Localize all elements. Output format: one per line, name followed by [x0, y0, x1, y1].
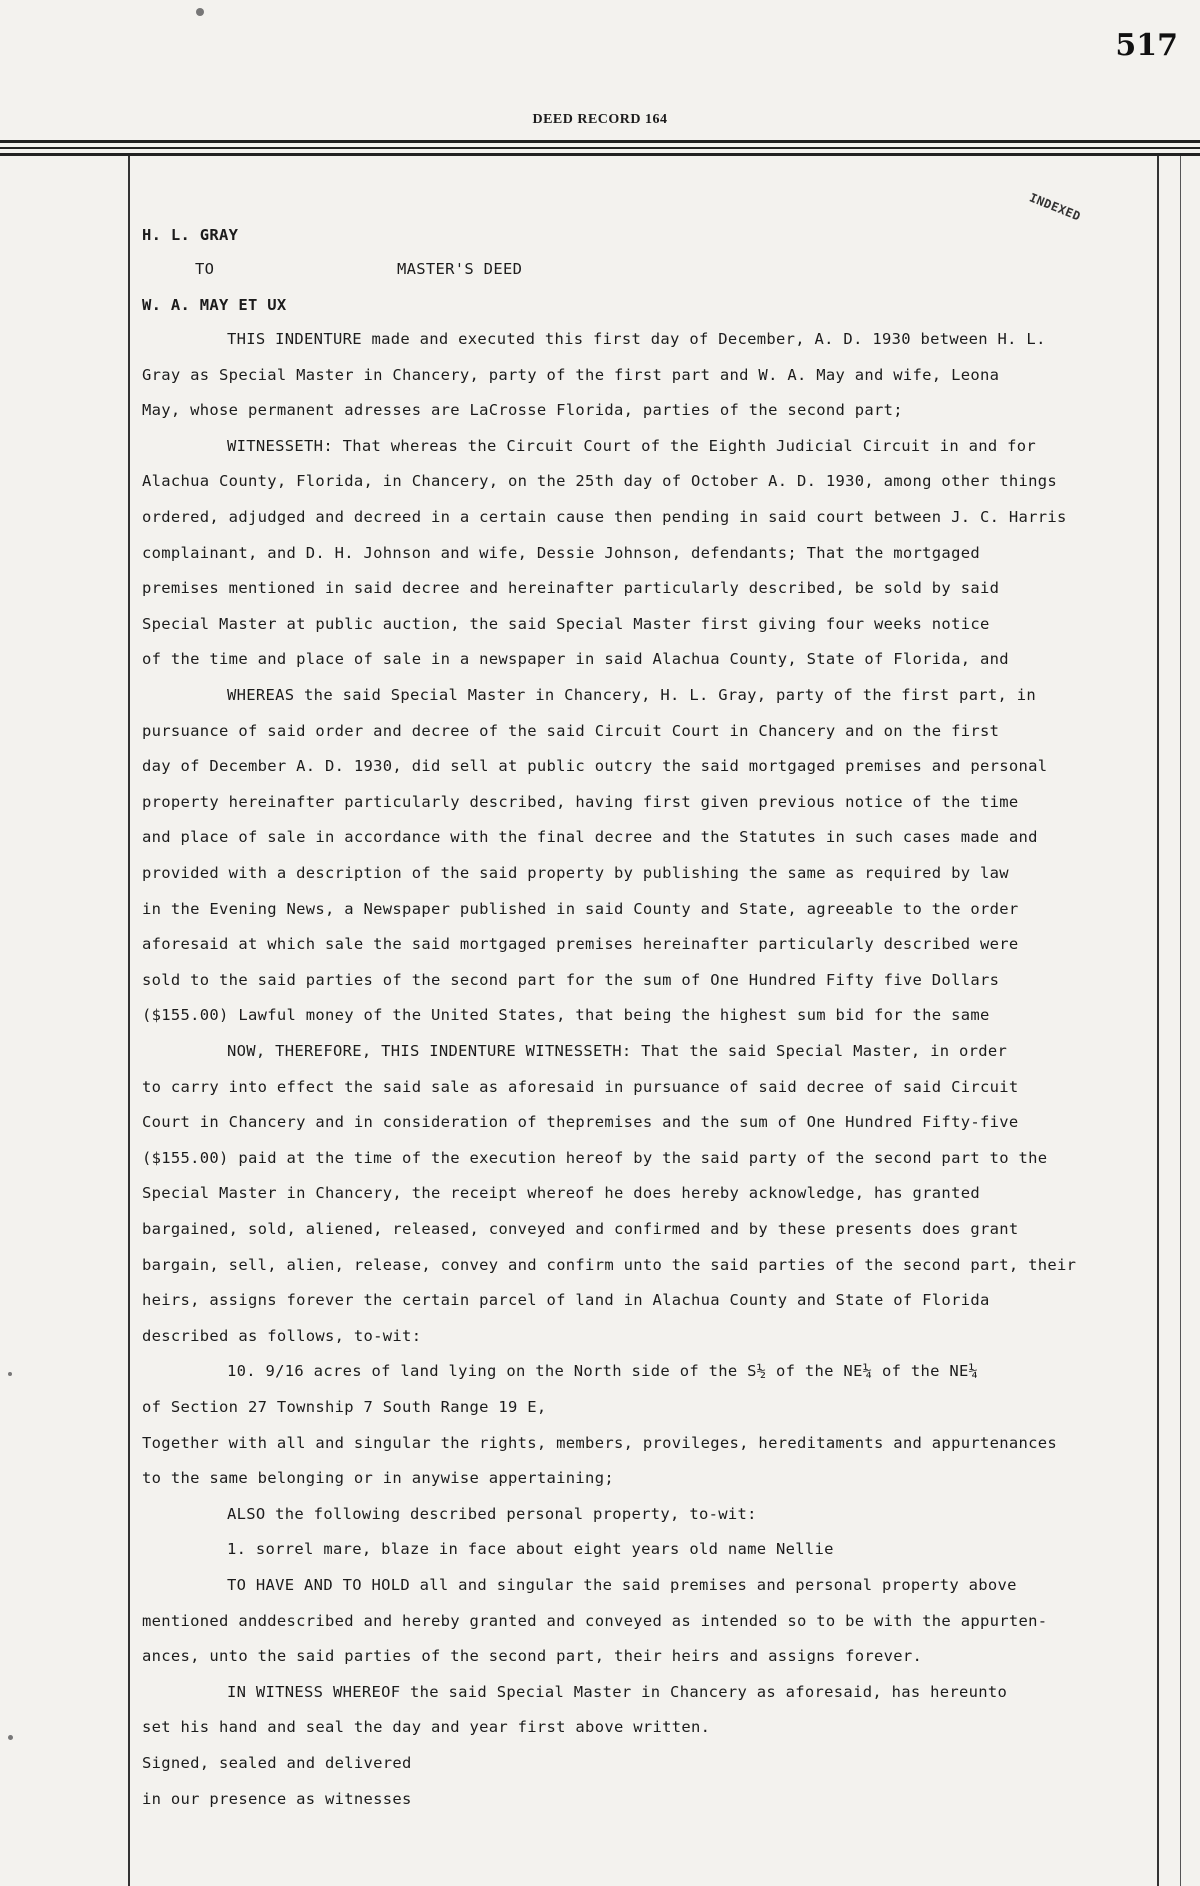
grantee-name: W. A. MAY ET UX [142, 296, 287, 314]
deed-text-line: heirs, assigns forever the certain parcel of land in Alachua County and State of Florida [142, 1291, 990, 1309]
deed-text-line: Alachua County, Florida, in Chancery, on the 25th day of October A. D. 1930, among other things [142, 472, 1058, 490]
header-rule-bottom [0, 153, 1200, 156]
deed-text-line: ALSO the following described personal property, to-wit: [227, 1505, 757, 1523]
deed-text-line: WITNESSETH: That whereas the Circuit Court of the Eighth Judicial Circuit in and for [227, 437, 1037, 455]
deed-text-line: to carry into effect the said sale as aforesaid in pursuance of said decree of said Circuit [142, 1078, 1019, 1096]
right-margin-rule [1157, 156, 1159, 1886]
page-number: 517 [1115, 28, 1178, 63]
deed-text-line: Gray as Special Master in Chancery, party of the first part and W. A. May and wife, Leona [142, 366, 1000, 384]
deed-text-line: in the Evening News, a Newspaper published in said County and State, agreeable to the order [142, 900, 1019, 918]
deed-text-line: TO HAVE AND TO HOLD all and singular the said premises and personal property above [227, 1576, 1017, 1594]
deed-text-line: Signed, sealed and delivered [142, 1754, 412, 1772]
deed-text-line: Special Master in Chancery, the receipt whereof he does hereby acknowledge, has granted [142, 1184, 980, 1202]
deed-text-line: in our presence as witnesses [142, 1790, 412, 1808]
deed-text-line: and place of sale in accordance with the final decree and the Statutes in such cases made and [142, 828, 1038, 846]
deed-text-line: IN WITNESS WHEREOF the said Special Master in Chancery as aforesaid, has hereunto [227, 1683, 1008, 1701]
deed-text-line: bargained, sold, aliened, released, conveyed and confirmed and by these presents does grant [142, 1220, 1019, 1238]
deed-text-line: NOW, THEREFORE, THIS INDENTURE WITNESSETH: That the said Special Master, in order [227, 1042, 1008, 1060]
deed-text-line: Special Master at public auction, the said Special Master first giving four weeks notice [142, 615, 990, 633]
deed-text-line: premises mentioned in said decree and hereinafter particularly described, be sold by said [142, 579, 1000, 597]
header-rule-middle [0, 147, 1200, 149]
scan-speck [8, 1735, 13, 1740]
deed-text-line: ($155.00) paid at the time of the execution hereof by the said party of the second part to the [142, 1149, 1048, 1167]
deed-text-line: to the same belonging or in anywise appertaining; [142, 1469, 614, 1487]
deed-text-line: Together with all and singular the rights, members, provileges, hereditaments and appurtenances [142, 1434, 1058, 1452]
deed-text-line: mentioned anddescribed and hereby granted and conveyed as intended so to be with the appurten- [142, 1612, 1048, 1630]
scan-speck [8, 1372, 12, 1376]
deed-text-line: set his hand and seal the day and year first above written. [142, 1718, 711, 1736]
deed-text-line: of the time and place of sale in a newspaper in said Alachua County, State of Florida, and [142, 650, 1009, 668]
book-title: DEED RECORD 164 [532, 112, 668, 127]
deed-text-line: provided with a description of the said property by publishing the same as required by law [142, 864, 1009, 882]
deed-text-line: bargain, sell, alien, release, convey and confirm unto the said parties of the second part, their [142, 1256, 1077, 1274]
deed-text-line: THIS INDENTURE made and executed this first day of December, A. D. 1930 between H. L. [227, 330, 1046, 348]
right-edge-rule [1180, 156, 1181, 1886]
deed-type-title: MASTER'S DEED [397, 260, 523, 278]
deed-text-line: day of December A. D. 1930, did sell at public outcry the said mortgaged premises and personal [142, 757, 1048, 775]
deed-text-line: May, whose permanent adresses are LaCrosse Florida, parties of the second part; [142, 401, 903, 419]
scan-speck [196, 8, 204, 16]
deed-text-line: complainant, and D. H. Johnson and wife, Dessie Johnson, defendants; That the mortgaged [142, 544, 980, 562]
deed-text-line: ($155.00) Lawful money of the United States, that being the highest sum bid for the same [142, 1006, 990, 1024]
deed-text-line: of Section 27 Township 7 South Range 19 E, [142, 1398, 547, 1416]
deed-text-line: ordered, adjudged and decreed in a certain cause then pending in said court between J. C. Harris [142, 508, 1067, 526]
left-margin-rule [128, 156, 130, 1886]
deed-text-line: WHEREAS the said Special Master in Chancery, H. L. Gray, party of the first part, in [227, 686, 1037, 704]
header-rule-top [0, 140, 1200, 143]
deed-text-line: sold to the said parties of the second part for the sum of One Hundred Fifty five Dollars [142, 971, 1000, 989]
deed-text-line: 10. 9/16 acres of land lying on the North side of the S½ of the NE¼ of the NE¼ [227, 1362, 979, 1380]
caption-to: TO [195, 260, 215, 278]
deed-text-line: property hereinafter particularly described, having first given previous notice of the time [142, 793, 1019, 811]
grantor-name: H. L. GRAY [142, 226, 239, 244]
deed-text-line: pursuance of said order and decree of the said Circuit Court in Chancery and on the first [142, 722, 1000, 740]
indexed-stamp: INDEXED [1027, 190, 1083, 224]
deed-text-line: described as follows, to-wit: [142, 1327, 422, 1345]
deed-text-line: ances, unto the said parties of the second part, their heirs and assigns forever. [142, 1647, 923, 1665]
deed-text-line: Court in Chancery and in consideration of thepremises and the sum of One Hundred Fifty-five [142, 1113, 1019, 1131]
deed-text-line: 1. sorrel mare, blaze in face about eight years old name Nellie [227, 1540, 834, 1558]
deed-text-line: aforesaid at which sale the said mortgaged premises hereinafter particularly described were [142, 935, 1019, 953]
